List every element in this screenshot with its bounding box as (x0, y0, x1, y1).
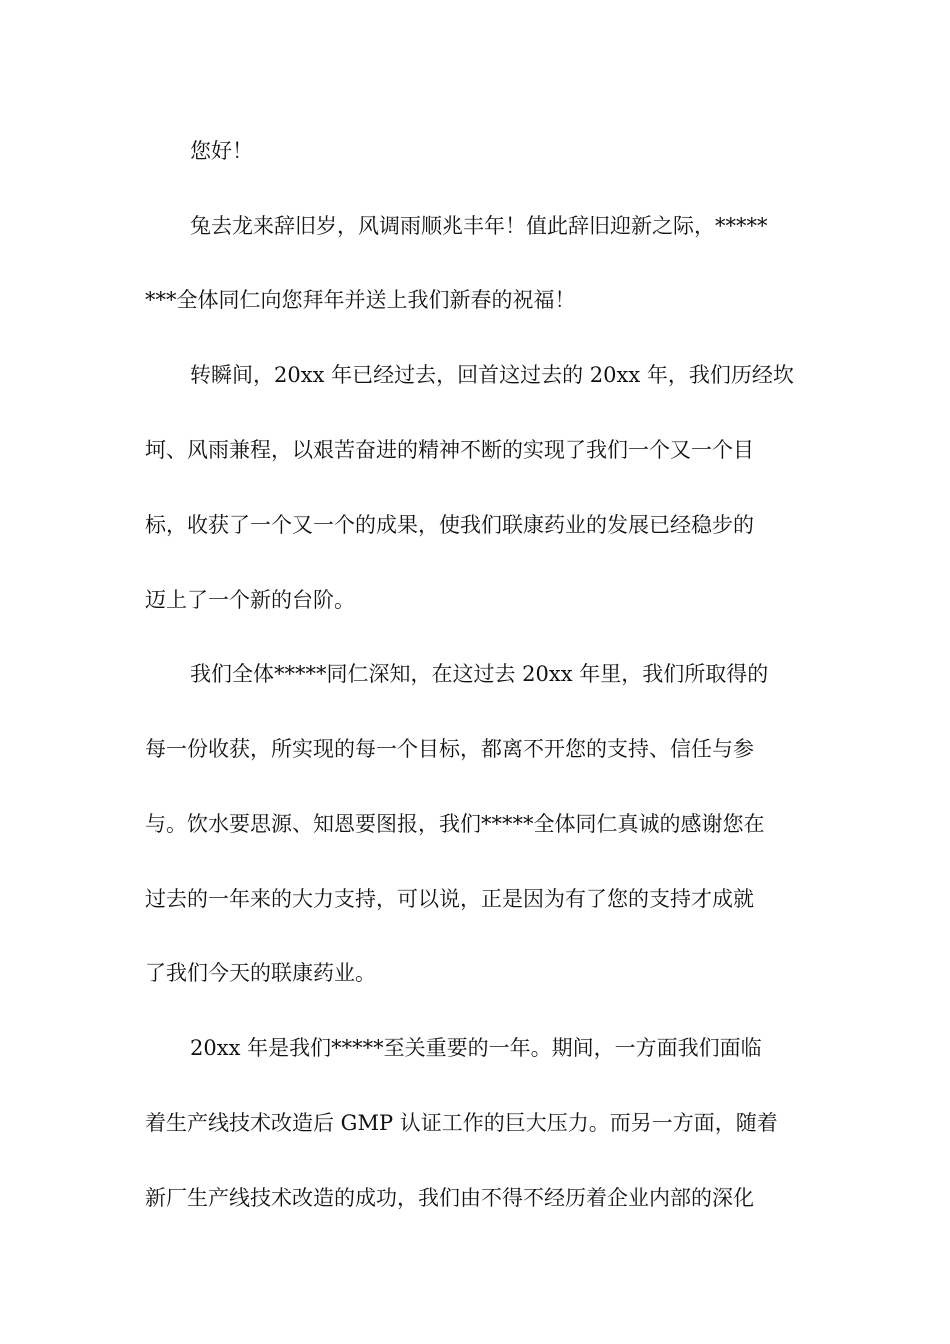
greeting-line: 您好！ (190, 139, 253, 163)
paragraph-line: 与。饮水要思源、知恩要图报，我们*****全体同仁真诚的感谢您在 (145, 812, 765, 836)
paragraph-line: 新厂生产线技术改造的成功，我们由不得不经历着企业内部的深化 (145, 1186, 754, 1210)
paragraph-line: 我们全体*****同仁深知，在这过去 20xx 年里，我们所取得的 (190, 662, 769, 686)
paragraph-line: 兔去龙来辞旧岁，风调雨顺兆丰年！值此辞旧迎新之际，***** (190, 214, 768, 238)
paragraph-line: ***全体同仁向您拜年并送上我们新春的祝福！ (145, 288, 576, 312)
paragraph-line: 标，收获了一个又一个的成果，使我们联康药业的发展已经稳步的 (145, 513, 754, 537)
paragraph-line: 每一份收获，所实现的每一个目标，都离不开您的支持、信任与参 (145, 737, 754, 761)
paragraph-line: 着生产线技术改造后 GMP 认证工作的巨大压力。而另一方面，随着 (145, 1111, 778, 1135)
paragraph-line: 过去的一年来的大力支持，可以说，正是因为有了您的支持才成就 (145, 887, 754, 911)
paragraph-line: 迈上了一个新的台阶。 (145, 588, 355, 612)
paragraph-line: 坷、风雨兼程，以艰苦奋进的精神不断的实现了我们一个又一个目 (145, 438, 754, 462)
paragraph-line: 转瞬间，20xx 年已经过去，回首这过去的 20xx 年，我们历经坎 (190, 363, 794, 387)
paragraph-line: 20xx 年是我们*****至关重要的一年。期间，一方面我们面临 (190, 1036, 762, 1060)
paragraph-line: 了我们今天的联康药业。 (145, 961, 376, 985)
